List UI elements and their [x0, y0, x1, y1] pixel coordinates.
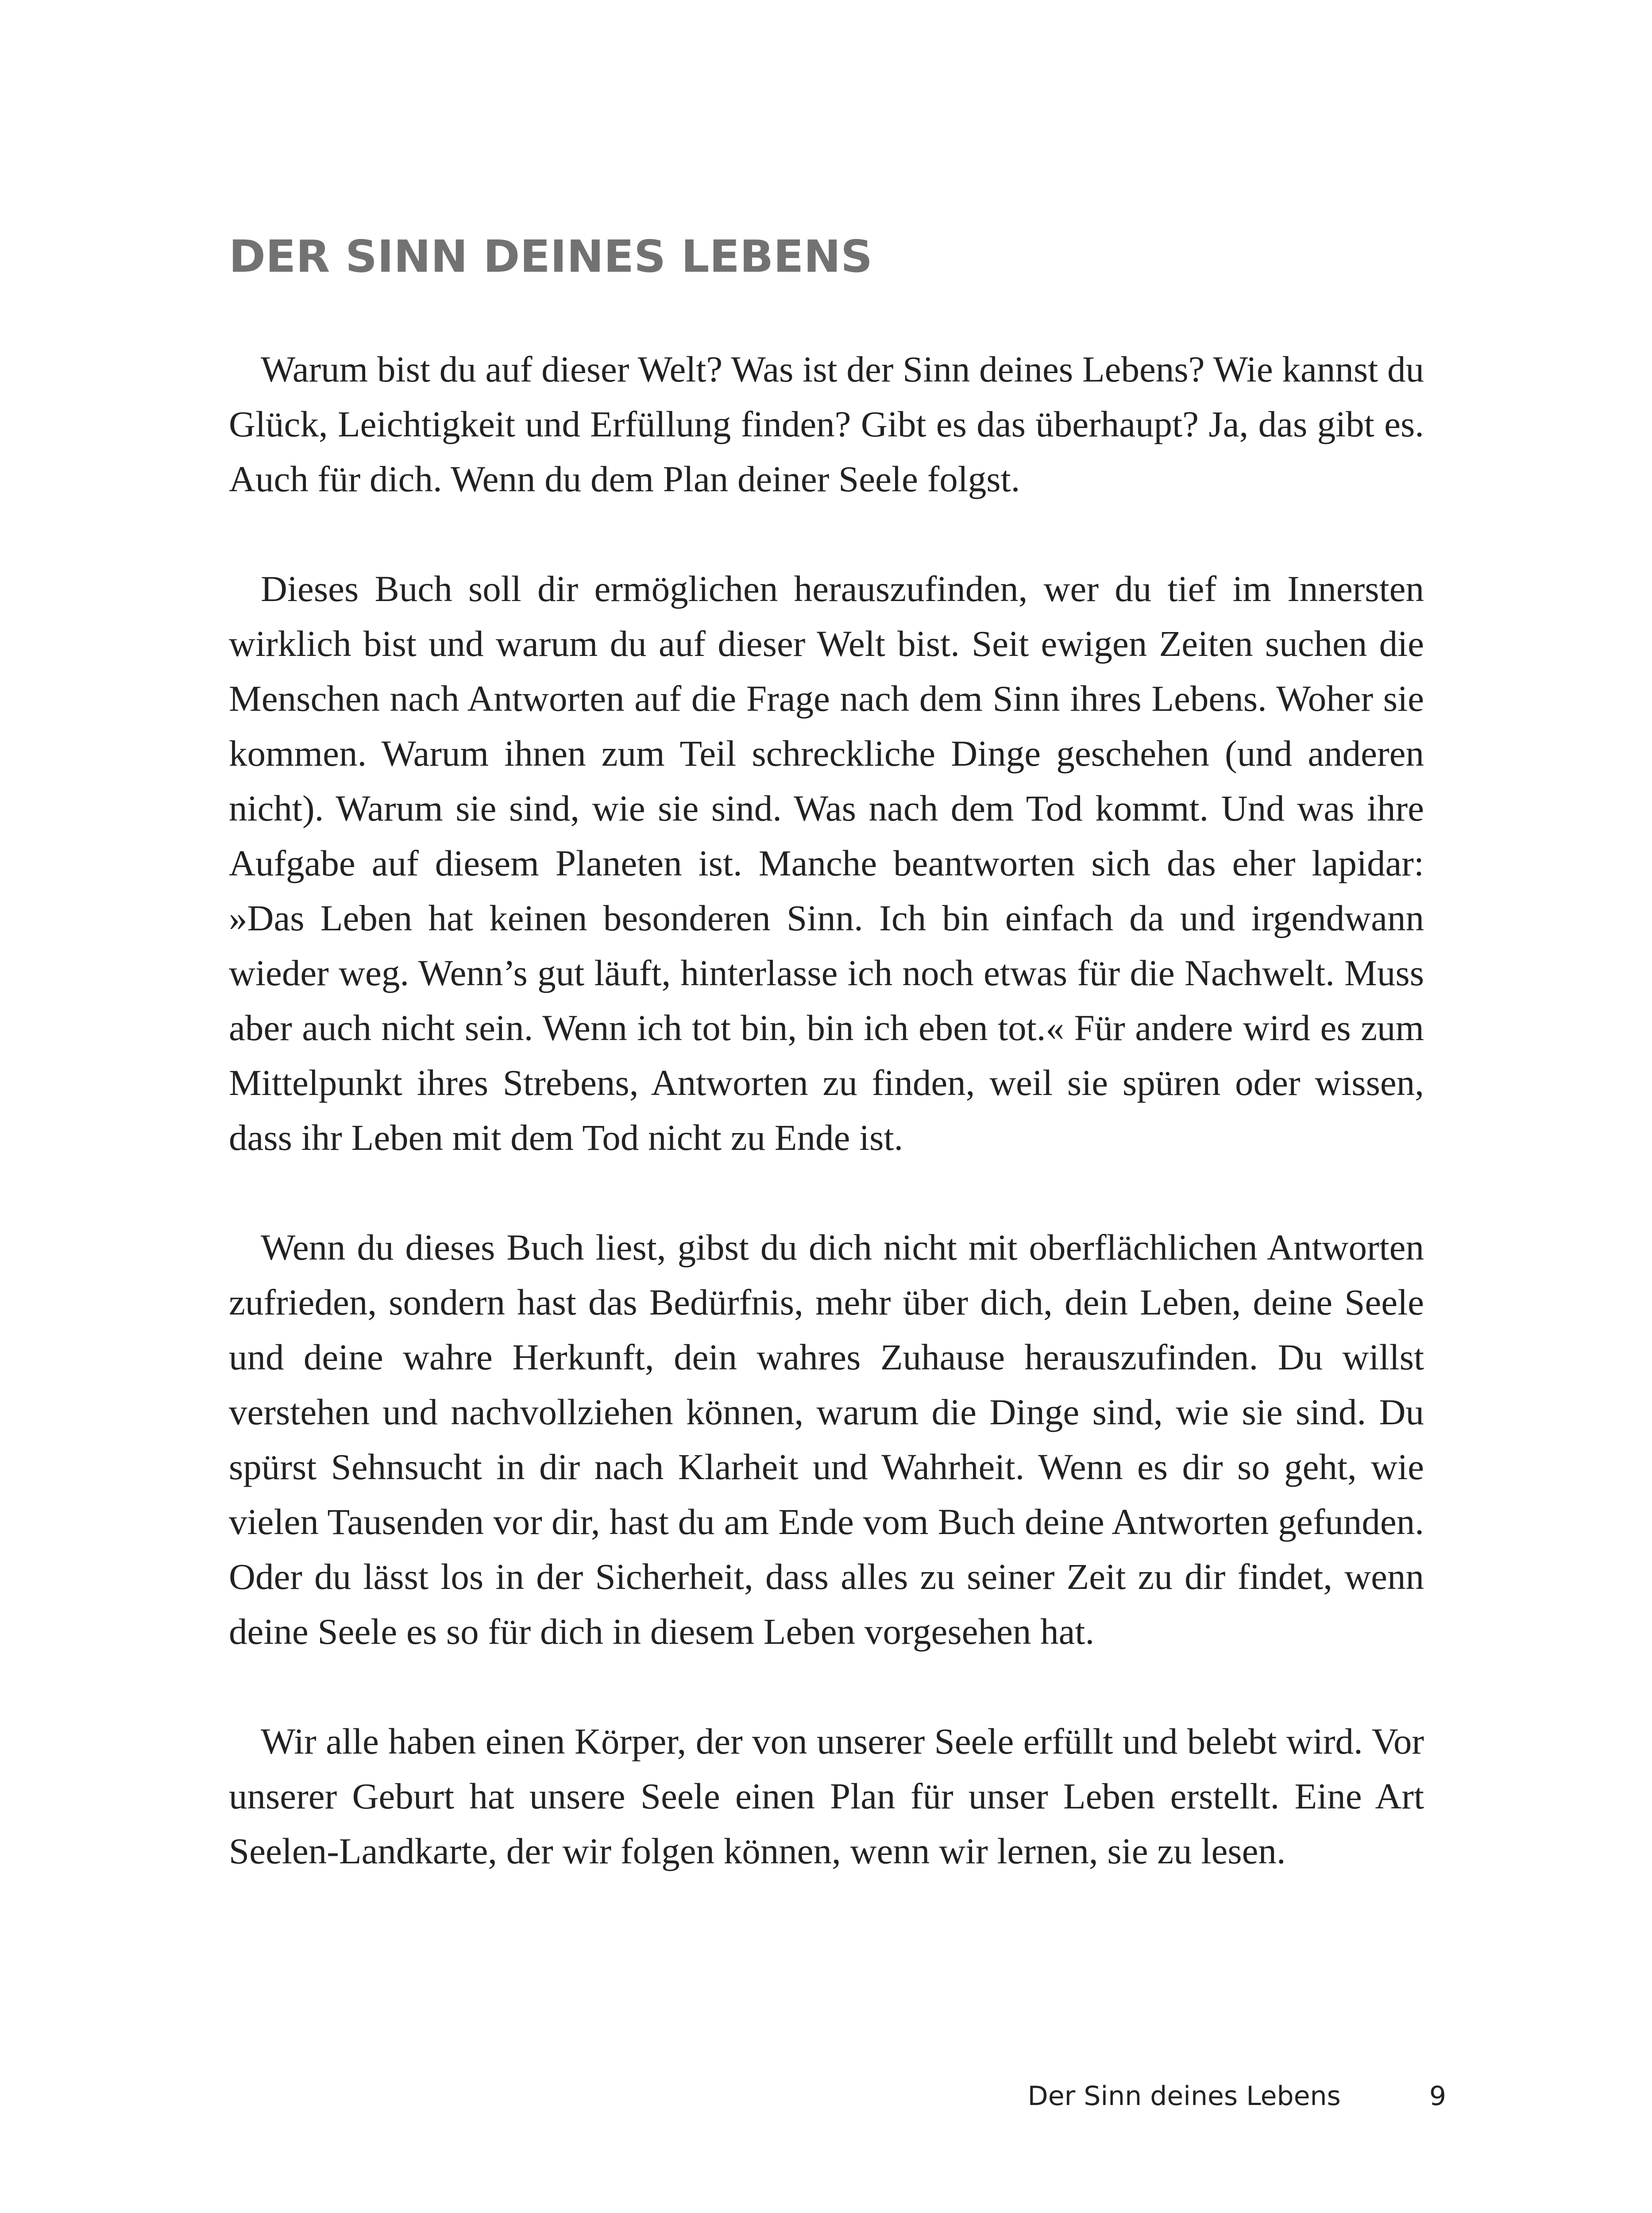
body-paragraph: Wir alle haben einen Körper, der von unserer Seele erfüllt und belebt wird. Vor unserer Geburt hat unsere Seele einen Plan für unser Leben erstellt. Eine Art Seelen-Landkarte, der wir folgen können, wenn wir lernen, sie zu lesen.: [229, 1721, 1424, 1871]
body-paragraph: Dieses Buch soll dir ermöglichen herauszufinden, wer du tief im Innersten wirklich bist und warum du auf dieser Welt bist. Seit ewigen Zeiten suchen die Menschen nach Antworten auf die Frage nach dem Sinn ihres Lebens. Woher sie kommen. Warum ihnen zum Teil schreckliche Dinge geschehen (und anderen nicht). Warum sie sind, wie sie sind. Was nach dem Tod kommt. Und was ihre Aufgabe auf diesem Planeten ist. Manche beantworten sich das eher lapidar: »Das Leben hat keinen besonderen Sinn. Ich bin einfach da und irgendwann wieder weg. Wenn’s gut läuft, hinterlasse ich noch etwas für die Nachwelt. Muss aber auch nicht sein. Wenn ich tot bin, bin ich eben tot.« Für andere wird es zum Mittelpunkt ihres Strebens, Antworten zu finden, weil sie spüren oder wissen, dass ihr Leben mit dem Tod nicht zu Ende ist.: [229, 568, 1424, 1158]
chapter-body: [229, 342, 1424, 1933]
body-paragraph: Wenn du dieses Buch liest, gibst du dich nicht mit oberflächlichen Antworten zufrieden, sondern hast das Bedürfnis, mehr über dich, dein Leben, deine Seele und deine wahre Herkunft, dein wahres Zuhause herauszufinden. Du willst verstehen und nachvollziehen können, warum die Dinge sind, wie sie sind. Du spürst Sehnsucht in dir nach Klarheit und Wahrheit. Wenn es dir so geht, wie vielen Tausenden vor dir, hast du am Ende vom Buch deine Antworten gefunden. Oder du lässt los in der Sicherheit, dass alles zu seiner Zeit zu dir findet, wenn deine Seele es so für dich in diesem Leben vorgesehen hat.: [229, 1227, 1424, 1652]
running-footer: [1028, 2080, 1446, 2112]
chapter-title: DER SINN DEINES LEBENS: [229, 231, 873, 282]
body-paragraph: Warum bist du auf dieser Welt? Was ist der Sinn deines Lebens? Wie kannst du Glück, Leichtigkeit und Erfüllung finden? Gibt es das überhaupt? Ja, das gibt es. Auch für dich. Wenn du dem Plan deiner Seele folgst.: [229, 349, 1424, 499]
page-number: 9: [1429, 2081, 1446, 2112]
running-title: Der Sinn deines Lebens: [1027, 2081, 1341, 2112]
